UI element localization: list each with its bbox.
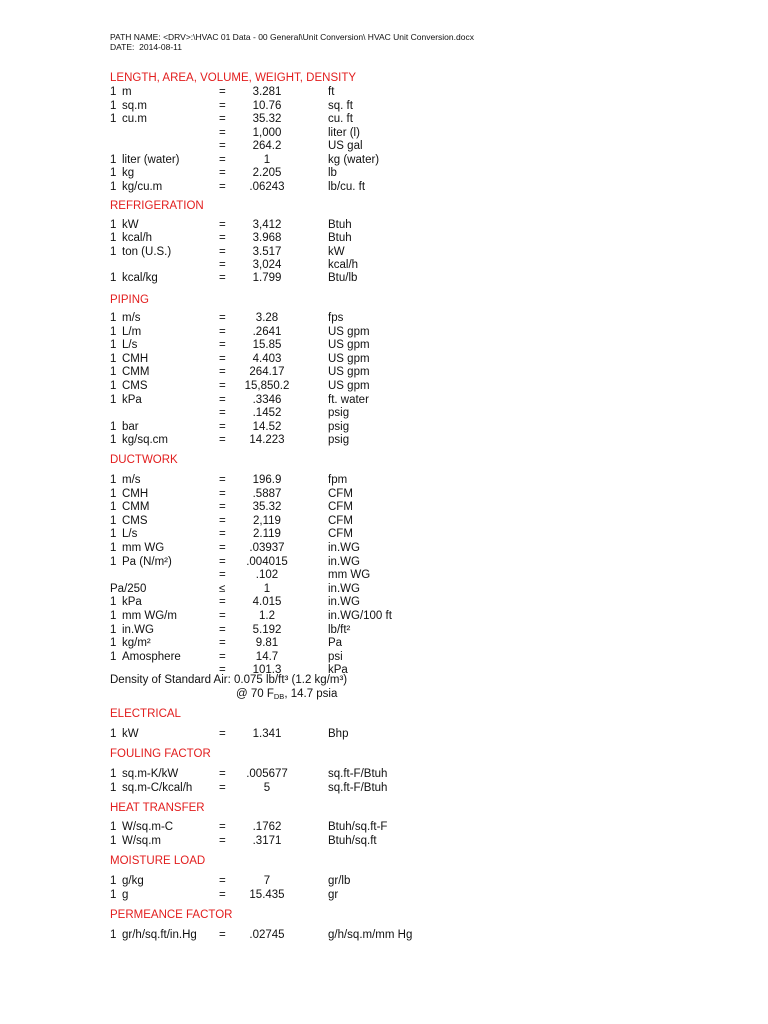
from-unit: CMH xyxy=(122,487,149,500)
from-unit: kW xyxy=(122,219,139,231)
conversion-value: .004015 xyxy=(246,555,288,568)
section-heading: ELECTRICAL xyxy=(110,708,181,720)
relation-sign: = xyxy=(219,596,226,609)
section-heading: REFRIGERATION xyxy=(110,200,204,212)
quantity: 1 xyxy=(110,366,117,379)
conversion-value: .02745 xyxy=(249,929,285,941)
conversion-row xyxy=(0,339,768,352)
conversion-row xyxy=(0,637,768,650)
to-unit: in.WG xyxy=(328,596,360,609)
density-note-prefix: @ 70 F xyxy=(236,688,274,700)
conversion-row xyxy=(0,651,768,664)
quantity: 1 xyxy=(110,821,117,833)
conversion-value: .3346 xyxy=(252,393,282,406)
conversion-value: 15,850.2 xyxy=(244,380,290,392)
relation-sign: = xyxy=(219,542,226,554)
conversion-value: 10.76 xyxy=(252,99,282,112)
conversion-value: 1 xyxy=(263,582,271,595)
to-unit: sq.ft-F/Btuh xyxy=(328,781,388,794)
to-unit: liter (l) xyxy=(328,126,360,139)
to-unit: lb xyxy=(328,167,337,179)
from-unit: g xyxy=(122,888,129,901)
from-unit: W/sq.m xyxy=(122,834,161,847)
conversion-value: 3.281 xyxy=(252,86,282,98)
to-unit: US gpm xyxy=(328,352,370,365)
quantity: 1 xyxy=(110,768,117,780)
relation-sign: = xyxy=(219,245,226,258)
quantity: 1 xyxy=(110,875,117,887)
relation-sign: = xyxy=(219,610,226,622)
from-unit: sq.m-K/kW xyxy=(122,768,179,780)
quantity: 1 xyxy=(110,514,117,527)
conversion-row xyxy=(0,127,768,140)
quantity: 1 xyxy=(110,610,117,622)
from-unit: kg/sq.cm xyxy=(122,434,169,447)
from-unit: L/s xyxy=(122,339,138,352)
conversion-row xyxy=(0,219,768,232)
conversion-value: .2641 xyxy=(252,325,282,338)
to-unit: Bhp xyxy=(328,728,349,740)
section-heading: DUCTWORK xyxy=(110,454,178,466)
quantity: 1 xyxy=(110,728,117,740)
conversion-row xyxy=(0,366,768,379)
conversion-value: 2.205 xyxy=(252,167,282,179)
quantity: 1 xyxy=(110,232,117,245)
section-heading: HEAT TRANSFER xyxy=(110,802,205,814)
from-unit: m/s xyxy=(122,312,141,324)
from-unit: Pa/250 xyxy=(110,582,147,595)
density-note-line2 xyxy=(236,688,337,700)
conversion-row xyxy=(0,312,768,325)
conversion-value: .03937 xyxy=(249,542,285,554)
conversion-value: 1.341 xyxy=(252,728,282,740)
density-note-subscript: DB xyxy=(273,692,285,701)
from-unit: CMS xyxy=(122,514,148,527)
conversion-value: .102 xyxy=(255,569,279,582)
to-unit: Btuh xyxy=(328,232,352,245)
from-unit: CMS xyxy=(122,380,148,392)
conversion-row xyxy=(0,113,768,126)
date-line xyxy=(110,43,474,53)
to-unit: g/h/sq.m/mm Hg xyxy=(328,929,413,941)
conversion-row xyxy=(0,181,768,194)
from-unit: liter (water) xyxy=(122,153,180,166)
to-unit: gr xyxy=(328,888,339,901)
quantity: 1 xyxy=(110,555,117,568)
quantity: 1 xyxy=(110,380,117,392)
relation-sign: = xyxy=(219,768,226,780)
relation-sign: = xyxy=(219,834,226,847)
from-unit: kPa xyxy=(122,596,142,609)
to-unit: US gpm xyxy=(328,339,370,352)
quantity: 1 xyxy=(110,420,117,433)
conversion-row xyxy=(0,596,768,609)
to-unit: fpm xyxy=(328,474,348,486)
from-unit: gr/h/sq.ft/in.Hg xyxy=(122,929,197,941)
to-unit: Pa xyxy=(328,637,343,650)
relation-sign: = xyxy=(219,232,226,245)
conversion-row xyxy=(0,394,768,407)
conversion-value: 14.7 xyxy=(255,650,279,663)
from-unit: kg/m² xyxy=(122,637,151,650)
relation-sign: = xyxy=(219,153,226,166)
conversion-value: 3.28 xyxy=(255,312,279,324)
to-unit: kPa xyxy=(328,664,348,677)
to-unit: lb/ft² xyxy=(328,623,351,636)
conversion-value: 15.435 xyxy=(249,888,285,901)
conversion-row xyxy=(0,569,768,582)
quantity: 1 xyxy=(110,113,117,125)
relation-sign: = xyxy=(219,528,226,541)
to-unit: CFM xyxy=(328,501,353,514)
conversion-row xyxy=(0,86,768,99)
relation-sign: = xyxy=(219,781,226,794)
conversion-value: 4.403 xyxy=(252,352,282,365)
conversion-value: 1.2 xyxy=(259,610,275,622)
quantity: 1 xyxy=(110,352,117,365)
from-unit: cu.m xyxy=(122,113,147,125)
to-unit: US gpm xyxy=(328,380,370,392)
conversion-value: .005677 xyxy=(246,768,288,780)
conversion-row xyxy=(0,835,768,848)
relation-sign: = xyxy=(219,126,226,139)
conversion-value: 264.17 xyxy=(249,366,285,379)
from-unit: kg/cu.m xyxy=(122,180,163,193)
to-unit: lb/cu. ft xyxy=(328,180,366,193)
quantity: 1 xyxy=(110,623,117,636)
to-unit: psi xyxy=(328,650,343,663)
conversion-row xyxy=(0,167,768,180)
to-unit: Btu/lb xyxy=(328,272,358,285)
quantity: 1 xyxy=(110,929,117,941)
conversion-row xyxy=(0,100,768,113)
quantity: 1 xyxy=(110,153,117,166)
to-unit: in.WG xyxy=(328,582,360,595)
quantity: 1 xyxy=(110,99,117,112)
conversion-value: 264.2 xyxy=(252,140,282,152)
conversion-row xyxy=(0,407,768,420)
to-unit: fps xyxy=(328,312,344,324)
conversion-row xyxy=(0,434,768,447)
relation-sign: ≤ xyxy=(219,582,226,595)
conversion-row xyxy=(0,154,768,167)
relation-sign: = xyxy=(219,888,226,901)
quantity: 1 xyxy=(110,339,117,352)
relation-sign: = xyxy=(219,312,226,324)
to-unit: psig xyxy=(328,420,350,433)
conversion-value: 14.223 xyxy=(249,434,285,447)
conversion-row xyxy=(0,929,768,942)
quantity: 1 xyxy=(110,542,117,554)
relation-sign: = xyxy=(219,420,226,433)
conversion-value: 15.85 xyxy=(252,339,282,352)
relation-sign: = xyxy=(219,167,226,179)
relation-sign: = xyxy=(219,650,226,663)
quantity: 1 xyxy=(110,312,117,324)
conversion-row xyxy=(0,782,768,795)
section-heading: PERMEANCE FACTOR xyxy=(110,909,233,921)
conversion-value: 1.799 xyxy=(252,272,282,285)
quantity: 1 xyxy=(110,781,117,794)
quantity: 1 xyxy=(110,888,117,901)
relation-sign: = xyxy=(219,407,226,420)
quantity: 1 xyxy=(110,245,117,258)
relation-sign: = xyxy=(219,219,226,231)
to-unit: psig xyxy=(328,434,350,447)
conversion-row xyxy=(0,501,768,514)
to-unit: kg (water) xyxy=(328,153,380,166)
to-unit: sq.ft-F/Btuh xyxy=(328,768,388,780)
to-unit: Btuh xyxy=(328,219,352,231)
relation-sign: = xyxy=(219,99,226,112)
from-unit: kcal/kg xyxy=(122,272,158,285)
quantity: 1 xyxy=(110,501,117,514)
quantity: 1 xyxy=(110,434,117,447)
conversion-value: 3.968 xyxy=(252,232,282,245)
relation-sign: = xyxy=(219,380,226,392)
from-unit: kg xyxy=(122,167,135,179)
quantity: 1 xyxy=(110,474,117,486)
to-unit: CFM xyxy=(328,514,353,527)
relation-sign: = xyxy=(219,514,226,527)
relation-sign: = xyxy=(219,875,226,887)
relation-sign: = xyxy=(219,86,226,98)
conversion-row xyxy=(0,259,768,272)
from-unit: L/s xyxy=(122,528,138,541)
to-unit: Btuh/sq.ft-F xyxy=(328,821,388,833)
conversion-value: 35.32 xyxy=(252,113,282,125)
to-unit: psig xyxy=(328,407,350,420)
conversion-row xyxy=(0,515,768,528)
relation-sign: = xyxy=(219,929,226,941)
section-heading: PIPING xyxy=(110,294,149,306)
quantity: 1 xyxy=(110,650,117,663)
quantity: 1 xyxy=(110,272,117,285)
conversion-value: 2,119 xyxy=(253,514,281,527)
from-unit: sq.m xyxy=(122,99,147,112)
relation-sign: = xyxy=(219,501,226,514)
from-unit: ton (U.S.) xyxy=(122,245,172,258)
from-unit: in.WG xyxy=(122,623,154,636)
relation-sign: = xyxy=(219,728,226,740)
from-unit: L/m xyxy=(122,325,142,338)
conversion-row xyxy=(0,624,768,637)
conversion-value: 3.517 xyxy=(252,245,282,258)
section-heading: LENGTH, AREA, VOLUME, WEIGHT, DENSITY xyxy=(110,72,357,84)
to-unit: kcal/h xyxy=(328,258,359,271)
to-unit: in.WG/100 ft xyxy=(328,610,392,622)
conversion-value: 35.32 xyxy=(252,501,282,514)
conversion-row xyxy=(0,474,768,487)
to-unit: cu. ft xyxy=(328,113,353,125)
to-unit: US gal xyxy=(328,140,363,152)
quantity: 1 xyxy=(110,167,117,179)
path-label: PATH NAME: xyxy=(110,32,161,42)
quantity: 1 xyxy=(110,834,117,847)
conversion-value: 101.3 xyxy=(252,664,282,677)
conversion-value: 7 xyxy=(263,875,271,887)
from-unit: bar xyxy=(122,420,139,433)
relation-sign: = xyxy=(219,623,226,636)
conversion-row xyxy=(0,232,768,245)
conversion-value: 196.9 xyxy=(252,474,282,486)
relation-sign: = xyxy=(219,555,226,568)
conversion-row xyxy=(0,272,768,285)
to-unit: US gpm xyxy=(328,325,370,338)
conversion-row xyxy=(0,140,768,153)
to-unit: in.WG xyxy=(328,555,360,568)
from-unit: m xyxy=(122,86,132,98)
relation-sign: = xyxy=(219,339,226,352)
conversion-value: 1,000 xyxy=(252,126,282,139)
quantity: 1 xyxy=(110,86,117,98)
quantity: 1 xyxy=(110,596,117,609)
from-unit: mm WG/m xyxy=(122,610,177,622)
conversion-value: 3,024 xyxy=(252,258,282,271)
from-unit: sq.m-C/kcal/h xyxy=(122,781,193,794)
conversion-row xyxy=(0,728,768,741)
to-unit: US gpm xyxy=(328,366,370,379)
from-unit: CMH xyxy=(122,352,149,365)
to-unit: sq. ft xyxy=(328,99,353,112)
relation-sign: = xyxy=(219,140,226,152)
from-unit: m/s xyxy=(122,474,141,486)
to-unit: gr/lb xyxy=(328,875,351,887)
from-unit: mm WG xyxy=(122,542,165,554)
to-unit: CFM xyxy=(328,528,353,541)
relation-sign: = xyxy=(219,487,226,500)
conversion-row xyxy=(0,326,768,339)
conversion-row xyxy=(0,353,768,366)
to-unit: mm WG xyxy=(328,569,371,582)
quantity: 1 xyxy=(110,637,117,650)
relation-sign: = xyxy=(219,113,226,125)
quantity: 1 xyxy=(110,393,117,406)
conversion-row xyxy=(0,488,768,501)
relation-sign: = xyxy=(219,272,226,285)
from-unit: W/sq.m-C xyxy=(122,821,174,833)
conversion-value: 4.015 xyxy=(252,596,282,609)
conversion-value: .5887 xyxy=(252,487,282,500)
relation-sign: = xyxy=(219,352,226,365)
date-label: DATE: xyxy=(110,41,135,52)
density-note-line1: Density of Standard Air: 0.075 lb/ft³ (1.2 kg/m³) xyxy=(110,674,348,686)
to-unit: Btuh/sq.ft xyxy=(328,834,377,847)
from-unit: Pa (N/m²) xyxy=(122,555,172,568)
conversion-row xyxy=(0,380,768,393)
conversion-row xyxy=(0,246,768,259)
conversion-row xyxy=(0,542,768,555)
density-note-suffix: , 14.7 psia xyxy=(284,688,338,700)
relation-sign: = xyxy=(219,664,226,677)
relation-sign: = xyxy=(219,569,226,582)
conversion-value: 14.52 xyxy=(252,420,282,433)
to-unit: ft xyxy=(328,86,335,98)
quantity: 1 xyxy=(110,325,117,338)
conversion-value: .1452 xyxy=(252,407,282,420)
conversion-value: 9.81 xyxy=(255,637,279,650)
conversion-row xyxy=(0,768,768,781)
quantity: 1 xyxy=(110,487,117,500)
relation-sign: = xyxy=(219,474,226,486)
conversion-value: .3171 xyxy=(252,834,282,847)
from-unit: CMM xyxy=(122,366,150,379)
conversion-value: 3,412 xyxy=(252,219,282,231)
relation-sign: = xyxy=(219,325,226,338)
section-heading: MOISTURE LOAD xyxy=(110,855,206,867)
conversion-row xyxy=(0,889,768,902)
from-unit: kcal/h xyxy=(122,232,153,245)
to-unit: CFM xyxy=(328,487,353,500)
conversion-row xyxy=(0,821,768,834)
relation-sign: = xyxy=(219,393,226,406)
conversion-row xyxy=(0,556,768,569)
relation-sign: = xyxy=(219,434,226,447)
date-value: 2014-08-11 xyxy=(139,41,182,52)
document-header xyxy=(110,33,474,52)
quantity: 1 xyxy=(110,219,117,231)
relation-sign: = xyxy=(219,180,226,193)
conversion-row xyxy=(0,421,768,434)
conversion-row xyxy=(0,583,768,596)
relation-sign: = xyxy=(219,821,226,833)
quantity: 1 xyxy=(110,528,117,541)
to-unit: kW xyxy=(328,245,345,258)
conversion-value: 2.119 xyxy=(253,528,281,541)
from-unit: kPa xyxy=(122,393,142,406)
section-heading: FOULING FACTOR xyxy=(110,748,211,760)
conversion-value: 5.192 xyxy=(252,623,282,636)
relation-sign: = xyxy=(219,366,226,379)
conversion-row xyxy=(0,610,768,623)
path-value: <DRV>:\HVAC 01 Data - 00 General\Unit Conversion\ HVAC Unit Conversion.docx xyxy=(163,32,474,42)
to-unit: ft. water xyxy=(328,393,369,406)
from-unit: g/kg xyxy=(122,875,144,887)
conversion-row xyxy=(0,875,768,888)
from-unit: Amosphere xyxy=(122,650,181,663)
relation-sign: = xyxy=(219,637,226,650)
conversion-value: .06243 xyxy=(249,180,285,193)
from-unit: CMM xyxy=(122,501,150,514)
conversion-value: .1762 xyxy=(252,821,282,833)
from-unit: kW xyxy=(122,728,139,740)
conversion-row xyxy=(0,528,768,541)
conversion-value: 1 xyxy=(263,153,271,166)
quantity: 1 xyxy=(110,180,117,193)
conversion-value: 5 xyxy=(263,781,271,794)
relation-sign: = xyxy=(219,258,226,271)
to-unit: in.WG xyxy=(328,542,360,554)
